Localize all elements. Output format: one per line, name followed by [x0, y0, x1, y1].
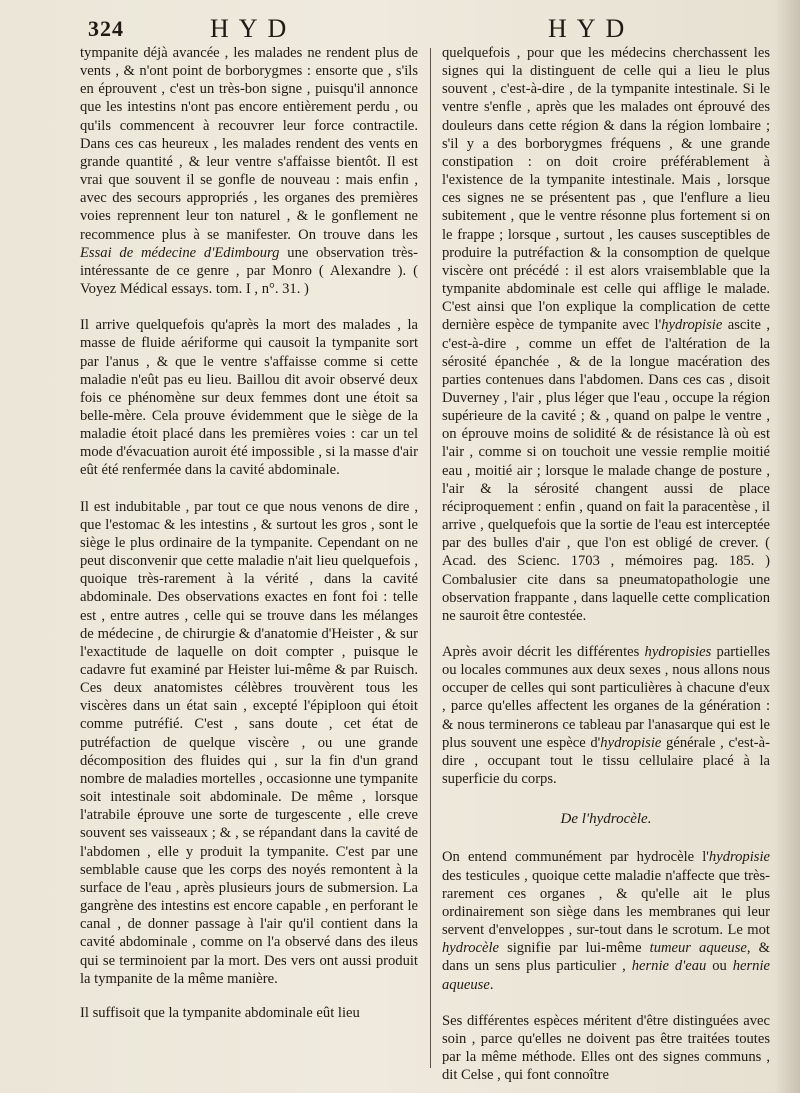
right-paragraph-1 [442, 44, 770, 625]
right-p1-end: ascite , c'est-à-dire , comme un effet de l'altération de la sérosité épanchée , & de la longue macération des parties contenues dans l'abdomen. Dans ces cas , disoit Duverney , l'air , plus léger que l'eau , occupe la région supérieure de la cavité ; & , quand on palpe le ventre , on éprouve moins de solidité & de résistance là où est l'air , comme si on touchoit une vessie remplie moitié eau , moitié air ; lorsque le malade change de posture , l'air & la sérosité changent aussi de place réciproquement : enfin , quand on fait la paracentèse , il arrive , quelquefois que la sortie de l'eau est interceptée par des bulles d'air , que l'on est obligé de crever. ( Acad. des Scienc. 1703 , mémoires pag. 185. ) Combalusier cite dans sa pneumatopathologie une observation frappante , dans laquelle cette complication ne sauroit être contestée. [442, 317, 770, 624]
right-p3-e: ou [712, 958, 727, 975]
left-p1-end: une observation très-intéressante de ce genre , par Monro ( Alexandre ). ( Voyez Médical essays. tom. I , n°. 31. ) [80, 244, 418, 298]
left-paragraph-4: Il suffisoit que la tympanite abdominale eût lieu [80, 1004, 360, 1021]
right-p3-d: , & dans un sens plus particulier , [442, 940, 770, 975]
right-p3-italic5: hernie aqueuse [442, 958, 771, 993]
right-p3-italic2: hydrocèle [442, 940, 499, 957]
page-edge-shadow [774, 0, 800, 1093]
left-paragraph-1 [80, 44, 418, 298]
right-p2-italic2: hydropisie [600, 734, 662, 751]
right-p3-italic3: tumeur aqueuse [649, 940, 747, 957]
page-number: 324 [88, 16, 124, 41]
right-p3-a: On entend communément par hydrocèle l' [442, 849, 709, 866]
left-paragraph-3: Il est indubitable , par tout ce que nous venons de dire , que l'estomac & les intestins , & surtout les gros , sont le siège le plus ordinaire de la tympanite. Cependant on ne peut disconvenir que cette maladie n'ait lieu quelquefois , quoique très-rarement à la vérité , dans la cavité abdominale. Des observations exactes en font foi : telle est , entre autres , celle qui se trouve dans les mélanges de médecine , de chirurgie & d'anatomie d'Heister , & sur l'exactitude de laquelle on doit compter , puisque le cadavre fut examiné par Heister lui-même & par Ruisch. Ces deux anatomistes célèbres trouvèrent tous les viscères dans un état sain , excepté l'épiploon qui étoit comme putréfié. C'est , sans doute , cet état de putréfaction de quelque viscère , ou une grande décomposition des fluides qui , sur la fin d'un grand nombre de maladies mortelles , occasionne une tympanite soit intestinale soit abdominale. De même , lorsque l'atrabile éprouve une sorte de turgescente , elle creve souvent ses vaisseaux ; & , se répandant dans la cavité de l'abdomen , elle y produit la tympanite. C'est par une semblable cause que les corps des noyés remontent à la surface de l'eau , après plusieurs jours de submersion. La gangrène des intestins est encore capable , en perforant le canal , de donner passage à l'air qu'il contient dans la cavité abdominale , comme on l'a observé dans des ileus qui se terminoient par la mort. Des vers ont aussi produit la tympanite de la même manière. [80, 498, 418, 987]
left-p1-text: tympanite déjà avancée , les malades ne rendent plus de vents , & n'ont point de borborygmes : ensorte que , s'ils en éprouvent , c'est un très-bon signe , puisqu'il annonce que les intestins n'ont pas encore entièrement perdu , ou qu'ils commencent à recouvrer leur force contractile. Dans ces cas heureux , les malades rendent des vents en grande quantité , & leur ventre s'affaisse bientôt. Il est vrai que souvent il se gonfle de nouveau : mais enfin , avec des secours appropriés , les organes des premières voies reprennent leur ton naturel , & le gonflement ne recommence plus à se manifester. On trouve dans les [80, 45, 418, 243]
running-header [0, 10, 800, 46]
right-p1-italic: hydropisie [661, 317, 723, 334]
right-p3-italic4: hernie d'eau [631, 958, 707, 975]
left-paragraph-2: Il arrive quelquefois qu'après la mort des malades , la masse de fluide aériforme qui causoit la tympanite sort par l'anus , & que le ventre s'affaisse comme si cette maladie n'eût pas eu lieu. Baillou dit avoir observé deux fois ce phénomène sur deux femmes dont une étoit sa belle-mère. Cela prouve évidemment que le siège de la maladie étoit placé dans les premières voies : car un tel mode d'évacuation auroit été impossible , si la masse d'air eût été renfermée dans la cavité abdominale. [80, 317, 418, 479]
right-p3-c: signifie par lui-même [507, 940, 642, 957]
running-head-right: HYD [548, 14, 635, 43]
right-p1-text: quelquefois , pour que les médecins cherchassent les signes qui la distinguent de celle qui a lieu le plus souvent , c'est-à-dire , de la tympanite intestinale. Si le ventre s'enfle , après que les malades ont éprouvé des douleurs dans cette région & dans la région lombaire ; s'il y a des borborygmes fréquens , & une grande constipation : on doit croire préférablement à l'existence de la tympanite intestinale. Mais , lorsque ces signes ne se présentent pas , que l'enflure a lieu subitement , que le ventre résonne plus fortement si on le frappe ; lorsque , surtout , les causes susceptibles de produire la putréfaction & la consomption de quelque viscère ont précédé : il est alors vraisemblable que la tympanite abdominale est celle qui afflige le malade. C'est ainsi que l'on explique la complication de cette dernière espèce de tympanite avec l' [442, 45, 770, 334]
right-p2-b: partielles ou locales communes aux deux sexes , nous allons nous occuper de celles qui sont particulières à chacune d'eux , parce qu'elles affectent les organes de la génération : & nous terminerons ce tableau par l'anasarque qui est le plus souvent une espèce d' [442, 644, 771, 751]
right-p2-a: Après avoir décrit les différentes [442, 644, 640, 660]
right-p3-b: des testicules , quoique cette maladie n'affecte que très-rarement ces organes , & qu'elle ait le plus ordinairement son siège dans les membranes qui leur servent d'enveloppes , sur-tout dans le scrotum. Le mot [442, 867, 770, 939]
column-divider [430, 48, 431, 1068]
section-title-hydrocele: De l'hydrocèle. [560, 811, 652, 828]
right-p3-f: . [489, 976, 494, 993]
right-column [442, 44, 770, 1084]
right-p3-italic: hydropisie [708, 849, 770, 866]
right-paragraph-3 [442, 848, 770, 993]
left-column [80, 44, 418, 1022]
left-p1-italic: Essai de médecine d'Edimbourg [80, 244, 280, 261]
right-paragraph-2 [442, 643, 770, 788]
right-p2-c: générale , c'est-à-dire , occupant tout le tissu cellulaire placé à la superficie du corps. [442, 734, 770, 788]
running-head-left: HYD [210, 14, 297, 43]
right-p2-italic: hydropisies [644, 644, 712, 660]
right-paragraph-4: Ses différentes espèces méritent d'être distinguées avec soin , parce qu'elles ne doivent pas être traitées toutes par la même méthode. Elles ont des signes communs , dit Celse , qui font connoître [442, 1012, 770, 1084]
